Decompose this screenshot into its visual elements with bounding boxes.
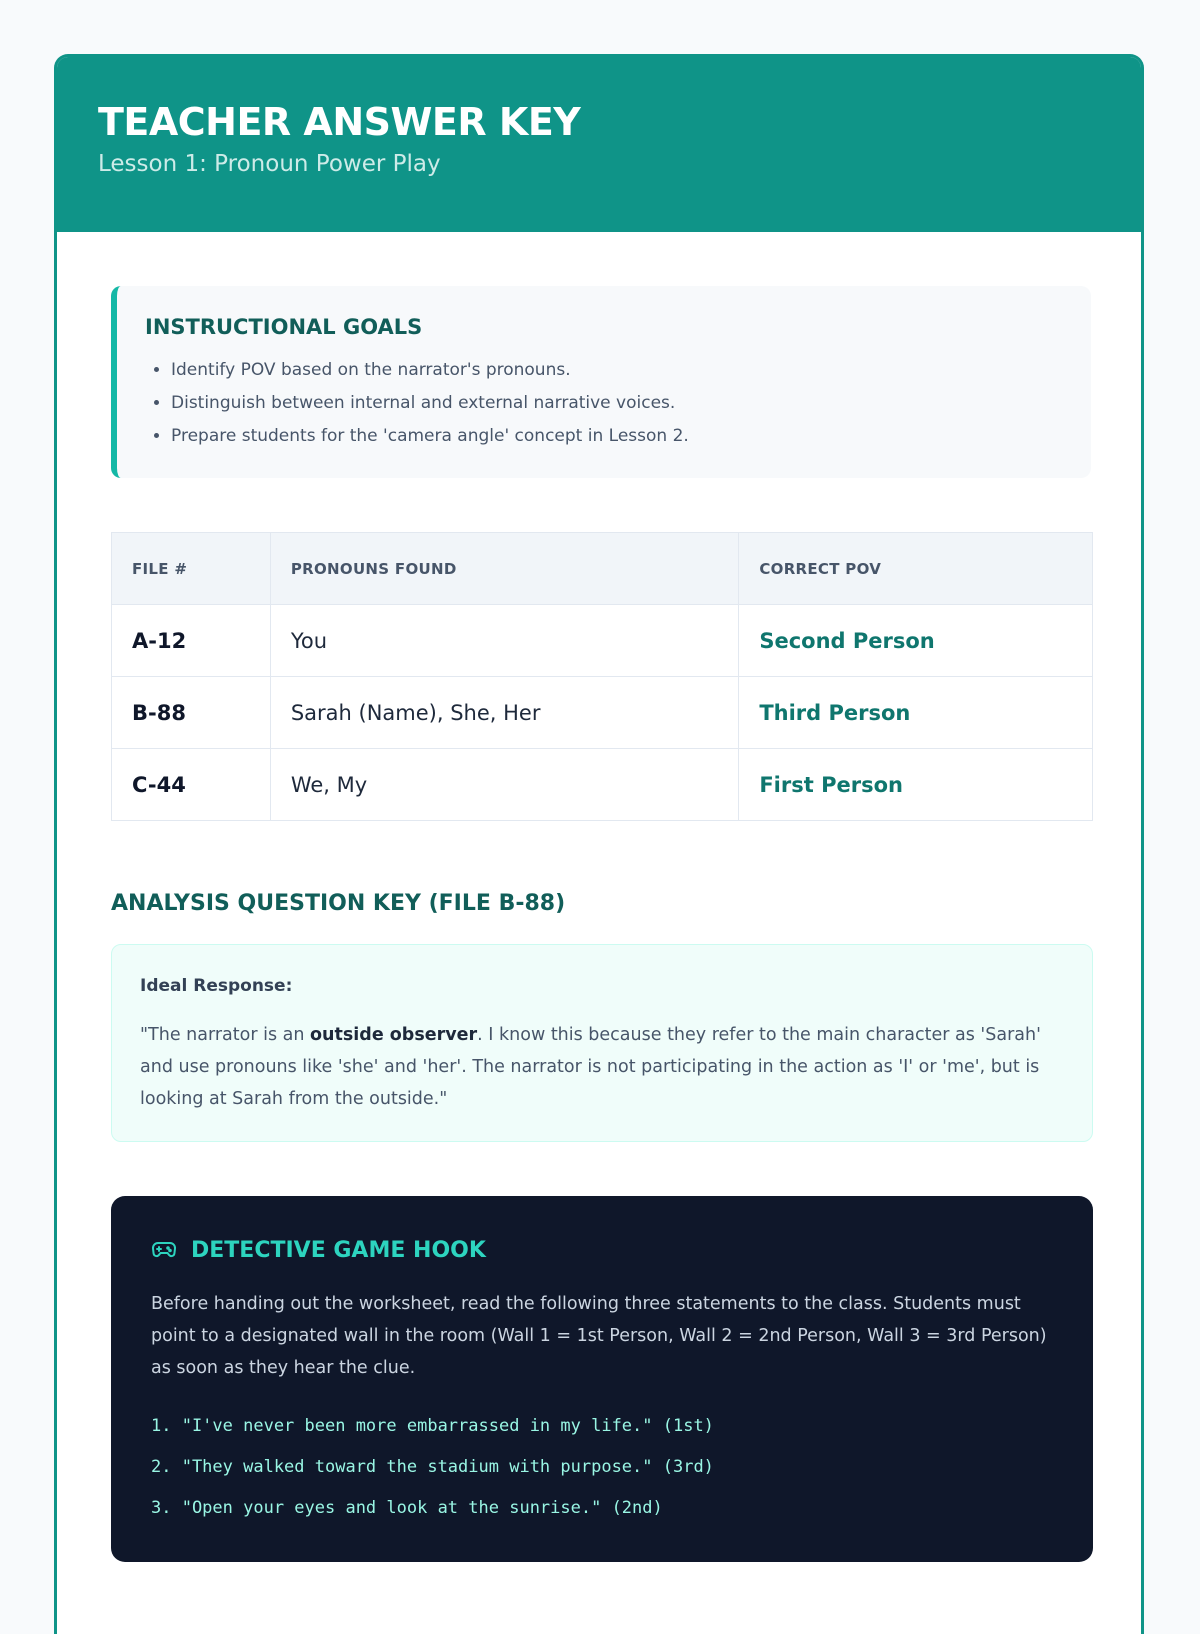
pronouns-cell: Sarah (Name), She, Her: [270, 677, 738, 749]
table-header-row: [112, 533, 1093, 605]
file-id-cell: C-44: [112, 749, 271, 821]
detective-game-hook-panel: [111, 1196, 1093, 1562]
hook-header: [151, 1236, 1053, 1266]
pronouns-cell: You: [270, 605, 738, 677]
instructional-goals-panel: [111, 286, 1091, 478]
goal-item: • Distinguish between internal and external narrative voices.: [171, 387, 1091, 420]
column-header-pronouns: PRONOUNS FOUND: [270, 533, 738, 605]
page-subtitle: Lesson 1: Pronoun Power Play: [98, 151, 441, 177]
column-header-pov: CORRECT POV: [739, 533, 1093, 605]
ideal-response-emphasis: outside observer: [310, 1025, 478, 1045]
hook-statement: 1. "I've never been more embarrassed in my life." (1st): [151, 1416, 714, 1436]
table-row: [112, 677, 1093, 749]
goals-list: [145, 354, 1091, 453]
pronouns-cell: We, My: [270, 749, 738, 821]
ideal-response-text-start: "The narrator is an: [140, 1025, 311, 1045]
page-header: [57, 57, 1141, 232]
file-id-cell: B-88: [112, 677, 271, 749]
goals-title: INSTRUCTIONAL GOALS: [145, 315, 423, 339]
hook-instructions: Before handing out the worksheet, read the following three statements to the class. Students must point to a designated wall in the room (Wall 1 = 1st Person, Wall 2 = 2nd Person, Wall 3 = 3rd Person) as soon as they hear the clue.: [151, 1294, 1047, 1378]
goal-item: • Prepare students for the 'camera angle' concept in Lesson 2.: [171, 420, 1091, 453]
ideal-response-label: Ideal Response:: [140, 976, 293, 996]
pov-cell: Second Person: [739, 605, 1093, 677]
hook-statement: 2. "They walked toward the stadium with purpose." (3rd): [151, 1457, 714, 1477]
pov-cell: Third Person: [739, 677, 1093, 749]
table-row: [112, 605, 1093, 677]
ideal-response-box: [111, 944, 1093, 1142]
goal-item: • Identify POV based on the narrator's pronouns.: [171, 354, 1091, 387]
ideal-response-text-end: . I know this because they refer to the main character as 'Sarah' and use pronouns like 'she' and 'her'. The narrator is not participating in the action as 'I' or 'me', but is looking at Sarah from the outside.": [140, 1025, 1041, 1109]
column-header-file: FILE #: [112, 533, 271, 605]
hook-statement: 3. "Open your eyes and look at the sunrise." (2nd): [151, 1498, 663, 1518]
answer-key-card: [54, 54, 1144, 1634]
table-row: [112, 749, 1093, 821]
pov-cell: First Person: [739, 749, 1093, 821]
gamepad-icon: [151, 1238, 177, 1264]
ideal-response-text: [140, 1019, 1064, 1115]
hook-title: DETECTIVE GAME HOOK: [191, 1238, 486, 1263]
analysis-section-title: ANALYSIS QUESTION KEY (FILE B-88): [111, 891, 566, 916]
page-title: TEACHER ANSWER KEY: [98, 100, 581, 144]
file-id-cell: A-12: [112, 605, 271, 677]
answer-table: [111, 532, 1093, 821]
